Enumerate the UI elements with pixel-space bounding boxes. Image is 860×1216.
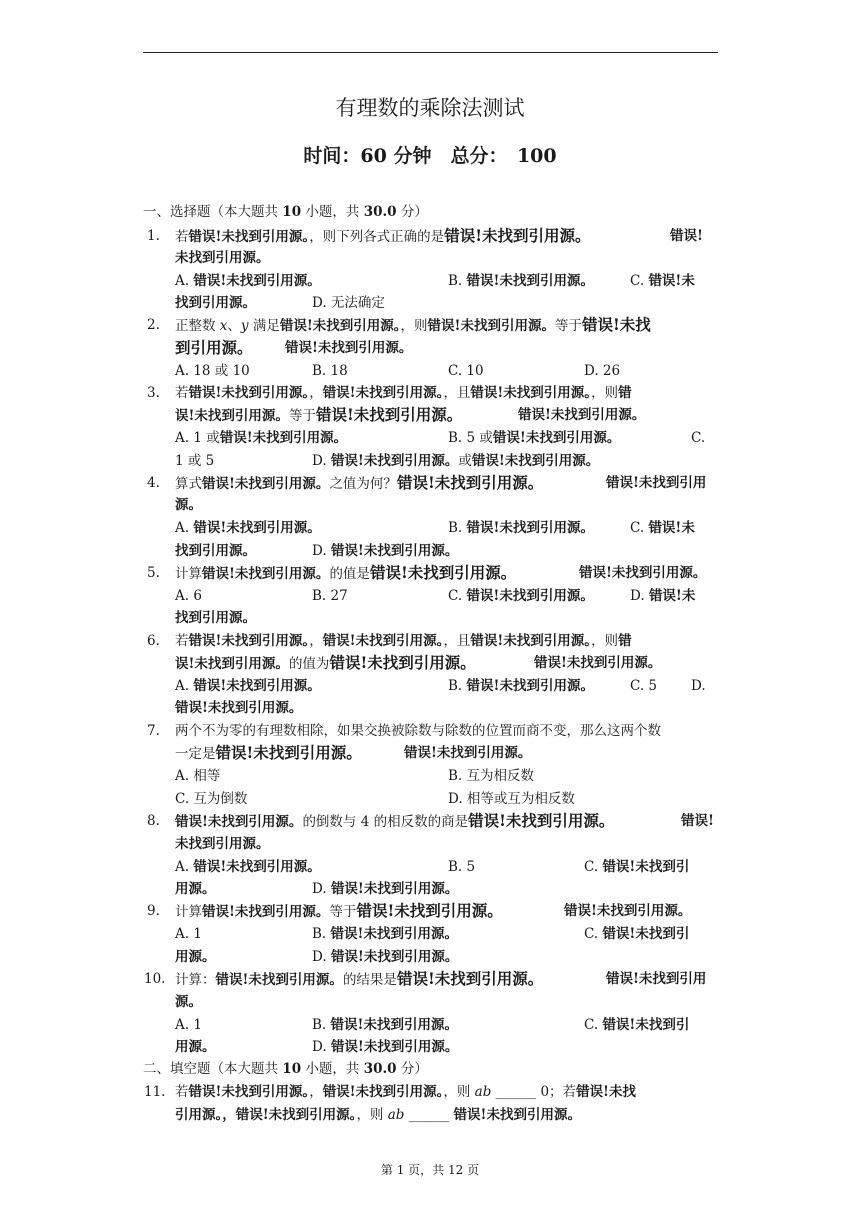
- question-text: 正整数 x、y 满足错误!未找到引用源。，则错误!未找到引用源。等于错误!未找: [175, 315, 651, 334]
- option: A. 18 或 10: [175, 363, 250, 379]
- question-text: 若错误!未找到引用源。，错误!未找到引用源。，且错误!未找到引用源。，则错: [175, 633, 632, 649]
- question-text: 源。: [175, 497, 202, 513]
- option: B. 5 或错误!未找到引用源。: [448, 430, 621, 446]
- option: C. 错误!未找到引: [584, 859, 690, 875]
- option: C. 错误!未: [630, 273, 695, 289]
- question-text: 未找到引用源。: [175, 836, 270, 852]
- question-number: 1.: [147, 228, 160, 244]
- option: B. 27: [312, 588, 348, 604]
- option: D. 错误!未找到引用源。: [312, 949, 459, 965]
- option: D. 相等或互为相反数: [448, 791, 575, 807]
- option: D. 错误!未找到引用源。或错误!未找到引用源。: [312, 453, 600, 469]
- question-text: 错误!未找到引用源。: [404, 745, 532, 761]
- question-text: 错误!未找到引用源。: [534, 655, 662, 671]
- option: 找到引用源。: [175, 543, 256, 559]
- option: 用源。: [175, 1039, 216, 1055]
- question-text: 一定是错误!未找到引用源。: [175, 743, 362, 762]
- option: D. 26: [584, 363, 621, 379]
- option: B. 错误!未找到引用源。: [312, 926, 458, 942]
- question-text: 误!未找到引用源。等于错误!未找到引用源。: [175, 405, 463, 424]
- question-number: 10.: [144, 971, 166, 987]
- option: B. 18: [312, 363, 348, 379]
- question-text: 未找到引用源。: [175, 250, 270, 266]
- question-number: 2.: [147, 317, 160, 333]
- header-rule: [143, 52, 718, 53]
- option: 用源。: [175, 949, 216, 965]
- option: B. 错误!未找到引用源。: [448, 520, 594, 536]
- option: A. 错误!未找到引用源。: [175, 273, 321, 289]
- question-text: 错误!未找到引用源。: [285, 340, 413, 356]
- option: 用源。: [175, 881, 216, 897]
- option: C. 10: [448, 363, 484, 379]
- option: C. 错误!未找到引用源。: [448, 588, 594, 604]
- question-text: 源。: [175, 994, 202, 1010]
- question-text: 计算错误!未找到引用源。的值是错误!未找到引用源。: [175, 563, 517, 582]
- option: 找到引用源。: [175, 295, 256, 311]
- question-text: 两个不为零的有理数相除，如果交换被除数与除数的位置而商不变，那么这两个数: [175, 723, 661, 739]
- option: B. 互为相反数: [448, 768, 535, 784]
- question-text: 计算：错误!未找到引用源。的结果是错误!未找到引用源。: [175, 969, 544, 988]
- question-number: 6.: [147, 633, 160, 649]
- question-text: 错误!未找到引用: [606, 971, 707, 987]
- question-text: 计算错误!未找到引用源。等于错误!未找到引用源。: [175, 901, 503, 920]
- page-title: 有理数的乘除法测试: [335, 96, 525, 120]
- question-number: 8.: [147, 813, 160, 829]
- option: A. 1 或错误!未找到引用源。: [175, 430, 348, 446]
- section-heading-fill: 二、填空题（本大题共 10 小题，共 30.0 分）: [143, 1061, 428, 1077]
- question-text: 引用源。，错误!未找到引用源。，则 ab ______ 错误!未找到引用源。: [175, 1107, 581, 1123]
- option: A. 错误!未找到引用源。: [175, 520, 321, 536]
- exam-info: 时间：60 分钟 总分： 100: [303, 145, 557, 167]
- option: D.: [691, 678, 706, 694]
- option: 错误!未找到引用源。: [175, 700, 303, 716]
- question-text: 算式错误!未找到引用源。之值为何？错误!未找到引用源。: [175, 473, 544, 492]
- option: C. 5: [630, 678, 658, 694]
- question-number: 3.: [147, 385, 160, 401]
- question-text: 到引用源。: [175, 338, 253, 357]
- question-number: 5.: [147, 565, 160, 581]
- option: C. 错误!未找到引: [584, 926, 690, 942]
- option: A. 相等: [175, 768, 221, 784]
- question-text: 若错误!未找到引用源。，则下列各式正确的是错误!未找到引用源。: [175, 226, 591, 245]
- question-text: 错误!未找到引用源。: [518, 407, 646, 423]
- answer-blank[interactable]: ______: [495, 1084, 537, 1100]
- question-number: 7.: [147, 723, 160, 739]
- option: D. 错误!未找到引用源。: [312, 881, 459, 897]
- question-text: 错误!: [670, 228, 703, 244]
- option: A. 1: [175, 1017, 202, 1033]
- option: C.: [691, 430, 706, 446]
- question-text: 若错误!未找到引用源。，错误!未找到引用源。，则 ab ______ 0；若错误!未找: [175, 1084, 636, 1100]
- question-text: 错误!未找到引用源。的倒数与 4 的相反数的商是错误!未找到引用源。: [175, 811, 615, 830]
- question-number: 11.: [144, 1084, 166, 1100]
- question-text: 误!未找到引用源。的值为错误!未找到引用源。: [175, 653, 476, 672]
- option: D. 错误!未: [630, 588, 696, 604]
- section-heading-choice: 一、选择题（本大题共 10 小题，共 30.0 分）: [143, 204, 428, 220]
- option: A. 错误!未找到引用源。: [175, 678, 321, 694]
- option: B. 5: [448, 859, 476, 875]
- question-text: 错误!未找到引用源。: [564, 903, 692, 919]
- page-footer: 第 1 页，共 12 页: [380, 1163, 480, 1177]
- option: A. 6: [175, 588, 202, 604]
- option: A. 1: [175, 926, 202, 942]
- option: B. 错误!未找到引用源。: [312, 1017, 458, 1033]
- question-text: 错误!未找到引用源。: [579, 565, 707, 581]
- option: C. 错误!未找到引: [584, 1017, 690, 1033]
- option: B. 错误!未找到引用源。: [448, 678, 594, 694]
- option: C. 错误!未: [630, 520, 695, 536]
- option: 1 或 5: [175, 453, 215, 469]
- option: D. 错误!未找到引用源。: [312, 543, 459, 559]
- question-text: 错误!未找到引用: [606, 475, 707, 491]
- option: D. 错误!未找到引用源。: [312, 1039, 459, 1055]
- question-number: 9.: [147, 903, 160, 919]
- answer-blank[interactable]: ______: [408, 1107, 450, 1123]
- option: C. 互为倒数: [175, 791, 248, 807]
- question-text: 若错误!未找到引用源。，错误!未找到引用源。，且错误!未找到引用源。，则错: [175, 385, 632, 401]
- option: D. 无法确定: [312, 295, 385, 311]
- option: 找到引用源。: [175, 610, 256, 626]
- option: B. 错误!未找到引用源。: [448, 273, 594, 289]
- question-number: 4.: [147, 475, 160, 491]
- option: A. 错误!未找到引用源。: [175, 859, 321, 875]
- question-text: 错误!: [681, 813, 714, 829]
